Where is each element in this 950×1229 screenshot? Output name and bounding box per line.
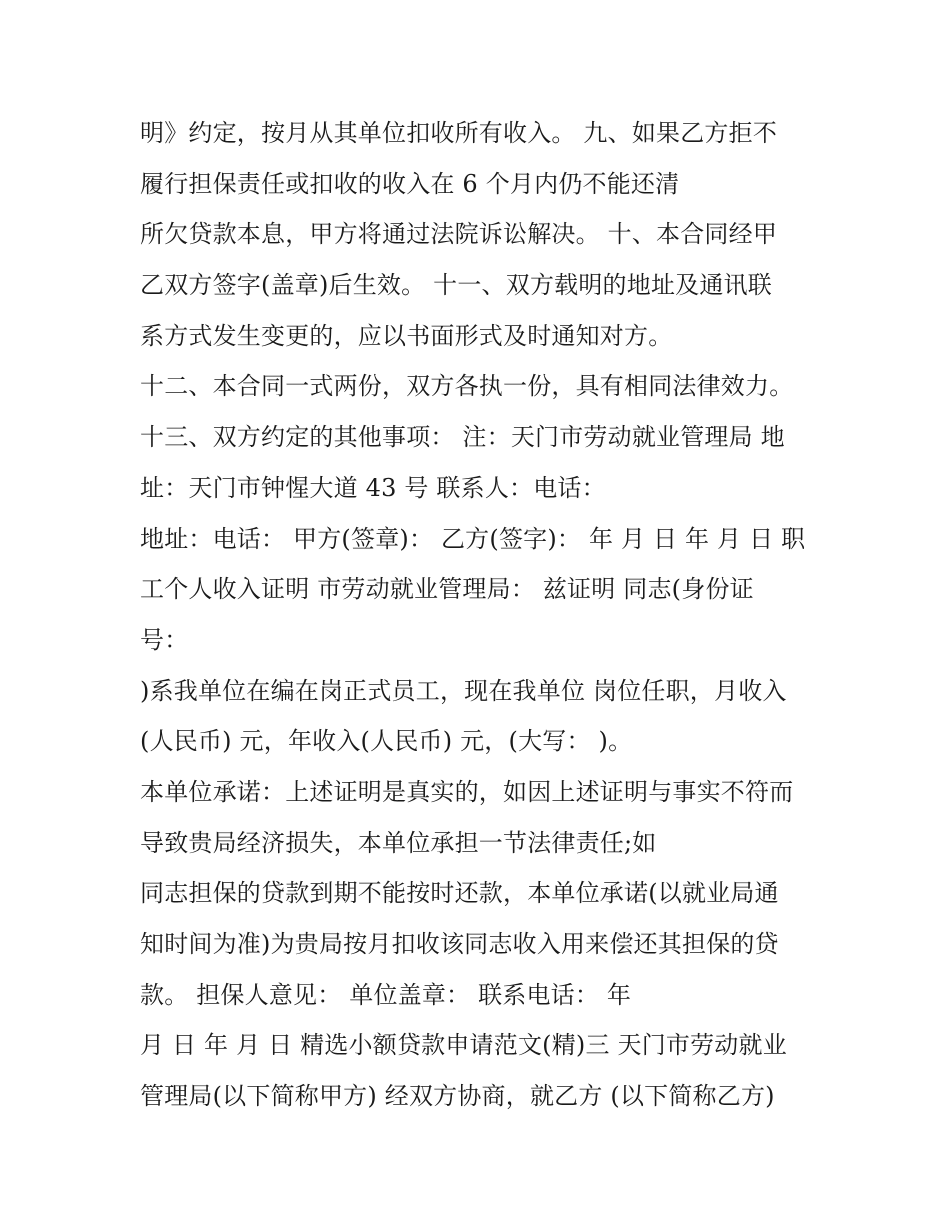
text-line: 月 日 年 月 日 精选小额贷款申请范文(精)三 天门市劳动就业 <box>140 1031 787 1060</box>
text-line: 号： <box>140 625 189 654</box>
text-line: 知时间为准)为贵局按月扣收该同志收入用来偿还其担保的贷 <box>140 930 779 958</box>
text-line: 同志担保的贷款到期不能按时还款，本单位承诺(以就业局通 <box>140 879 779 908</box>
text-line: 系方式发生变更的，应以书面形式及时通知对方。 <box>140 321 673 350</box>
text-line: 所欠贷款本息，甲方将通过法院诉讼解决。 十、本合同经甲 <box>140 220 778 249</box>
text-line: 履行担保责任或扣收的收入在 6 个月内仍不能还清 <box>140 169 680 198</box>
text-line: 地址：电话： 甲方(签章)： 乙方(签字)： 年 月 日 年 月 日 职 <box>140 524 806 553</box>
text-line: 管理局(以下简称甲方) 经双方协商，就乙方 (以下简称乙方) <box>140 1082 775 1111</box>
text-line: )系我单位在编在岗正式员工，现在我单位 岗位任职，月收入 <box>140 676 787 705</box>
text-line: 工个人收入证明 市劳动就业管理局： 兹证明 同志(身份证 <box>140 575 754 604</box>
document-body <box>140 108 840 1122</box>
text-line: 十二、本合同一式两份，双方各执一份，具有相同法律效力。 <box>140 372 794 401</box>
text-line: (人民币) 元，年收入(人民币) 元，(大写： )。 <box>140 727 633 756</box>
text-line: 乙双方签字(盖章)后生效。 十一、双方载明的地址及通讯联 <box>140 271 772 300</box>
text-line: 导致贵局经济损失，本单位承担一节法律责任;如 <box>140 828 657 857</box>
text-line: 址：天门市钟惺大道 43 号 联系人：电话： <box>140 473 606 502</box>
text-line: 明》约定，按月从其单位扣收所有收入。 九、如果乙方拒不 <box>140 119 778 147</box>
text-line: 十三、双方约定的其他事项： 注：天门市劳动就业管理局 地 <box>140 423 785 452</box>
text-line: 款。 担保人意见： 单位盖章： 联系电话： 年 <box>140 980 632 1009</box>
text-line: 本单位承诺：上述证明是真实的，如因上述证明与事实不符而 <box>140 777 794 806</box>
